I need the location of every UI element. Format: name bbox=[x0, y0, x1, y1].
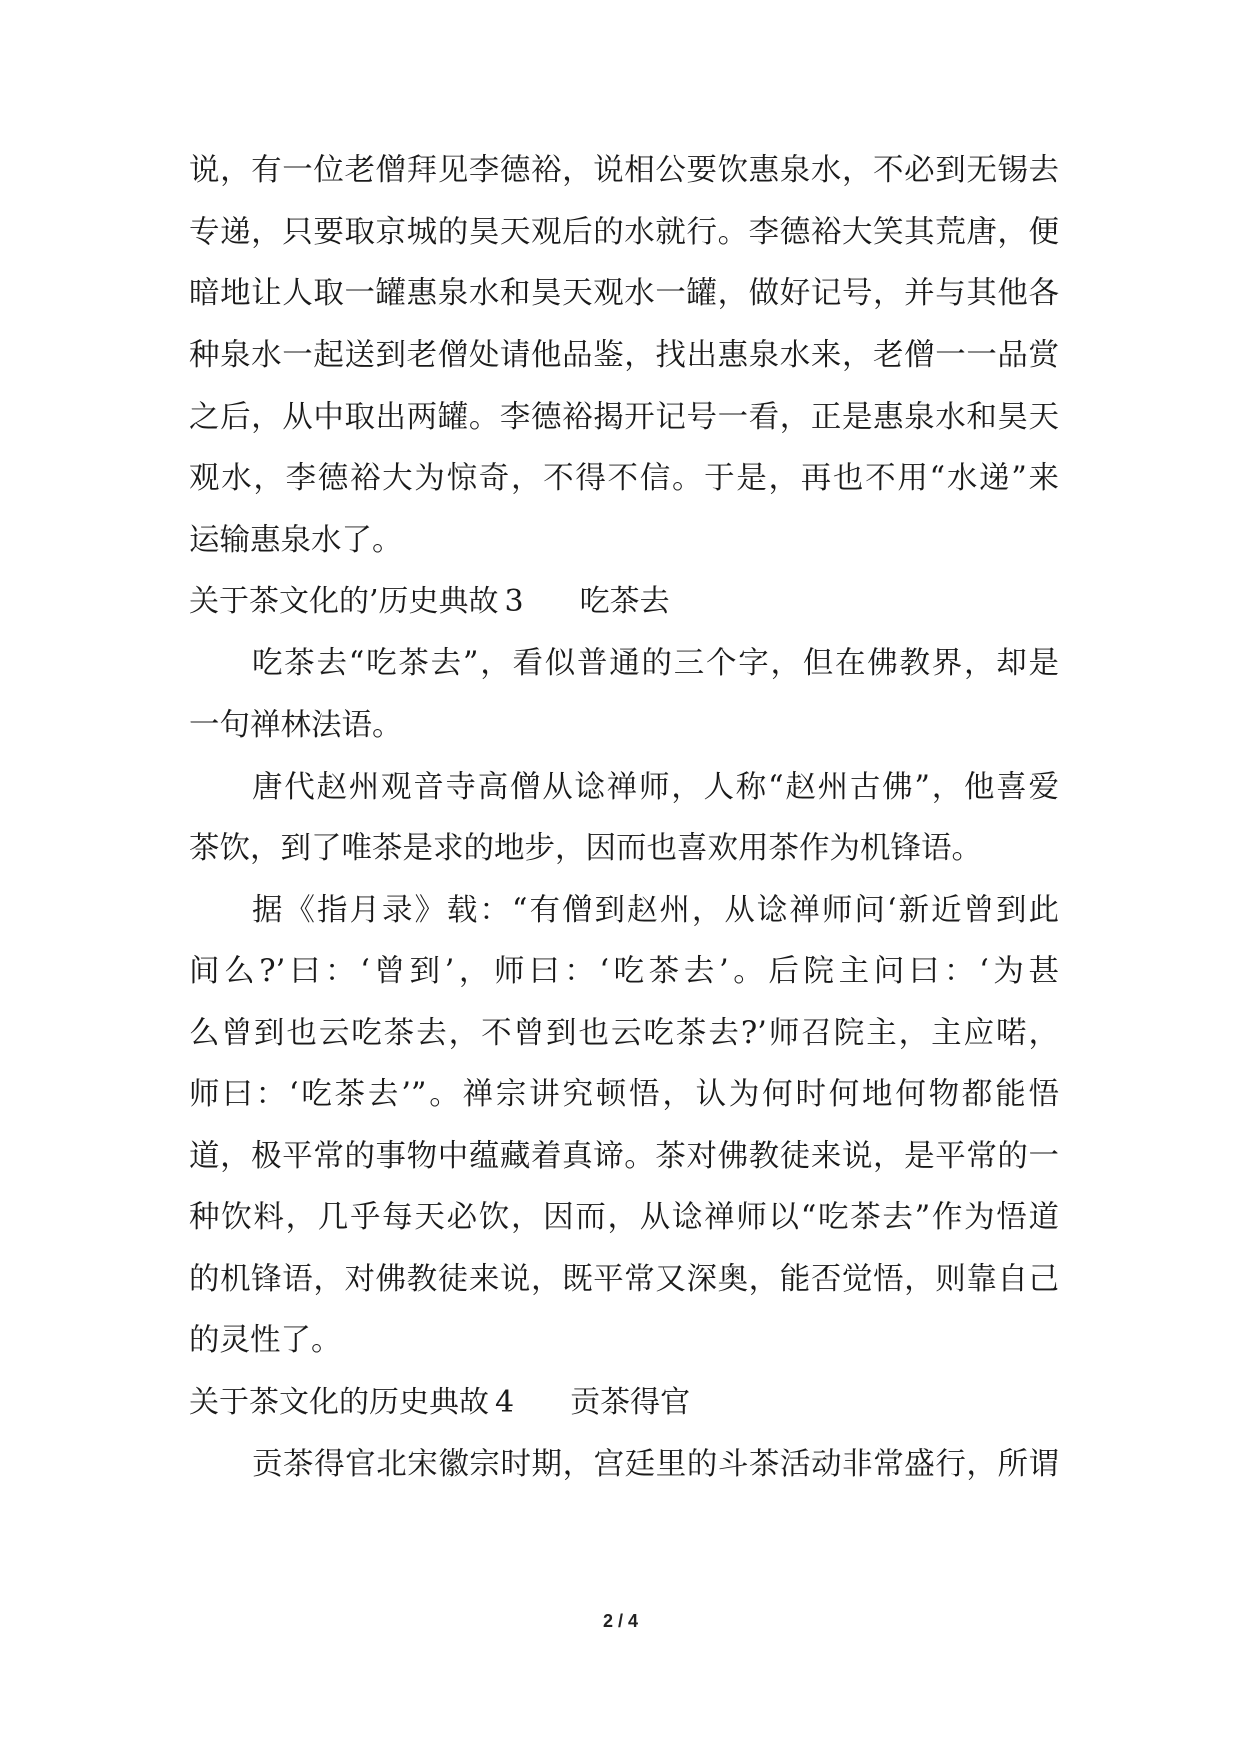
heading-subtitle: 吃茶去 bbox=[579, 584, 670, 619]
paragraph-line: 道，极平常的事物中蕴藏着真谛。茶对佛教徒来说，是平常的一 bbox=[189, 1139, 1059, 1174]
heading-title: 关于茶文化的’历史典故 bbox=[189, 584, 499, 619]
paragraph-line: 据《指月录》载：“有僧到赵州，从谂禅师问‘新近曾到此 bbox=[252, 893, 1059, 928]
paragraph-line: 种泉水一起送到老僧处请他品鉴，找出惠泉水来，老僧一一品赏 bbox=[189, 338, 1059, 373]
paragraph-line: 么曾到也云吃茶去，不曾到也云吃茶去?’师召院主，主应喏， bbox=[189, 1016, 1059, 1051]
page-number: 2 / 4 bbox=[602, 1611, 639, 1631]
heading-subtitle: 贡茶得官 bbox=[570, 1385, 691, 1420]
paragraph-line: 专递，只要取京城的昊天观后的水就行。李德裕大笑其荒唐，便 bbox=[189, 215, 1059, 250]
paragraph-line: 种饮料，几乎每天必饮，因而，从谂禅师以“吃茶去”作为悟道 bbox=[189, 1200, 1059, 1235]
heading-number: 3 bbox=[504, 584, 524, 619]
paragraph-line: 之后，从中取出两罐。李德裕揭开记号一看，正是惠泉水和昊天 bbox=[189, 400, 1059, 435]
section-heading bbox=[189, 1383, 690, 1423]
paragraph-line: 的灵性了。 bbox=[189, 1323, 342, 1358]
paragraph-line: 观水，李德裕大为惊奇，不得不信。于是，再也不用“水递”来 bbox=[189, 461, 1059, 496]
paragraph-line: 运输惠泉水了。 bbox=[189, 523, 403, 558]
paragraph-line: 暗地让人取一罐惠泉水和昊天观水一罐，做好记号，并与其他各 bbox=[189, 276, 1059, 311]
paragraph-line: 的机锋语，对佛教徒来说，既平常又深奥，能否觉悟，则靠自己 bbox=[189, 1262, 1059, 1297]
section-heading bbox=[189, 582, 670, 622]
paragraph-line: 间么?’曰：‘曾到’，师曰：‘吃茶去’。后院主问曰：‘为甚 bbox=[189, 954, 1059, 989]
paragraph-line: 唐代赵州观音寺高僧从谂禅师，人称“赵州古佛”，他喜爱 bbox=[252, 770, 1059, 805]
paragraph-line: 师曰：‘吃茶去’”。禅宗讲究顿悟，认为何时何地何物都能悟 bbox=[189, 1077, 1059, 1112]
paragraph-line: 茶饮，到了唯茶是求的地步，因而也喜欢用茶作为机锋语。 bbox=[189, 831, 982, 866]
heading-number: 4 bbox=[495, 1385, 515, 1420]
paragraph-line: 贡茶得官北宋徽宗时期，宫廷里的斗茶活动非常盛行，所谓 bbox=[252, 1447, 1059, 1482]
heading-title: 关于茶文化的历史典故 bbox=[189, 1385, 489, 1420]
paragraph-line: 说，有一位老僧拜见李德裕，说相公要饮惠泉水，不必到无锡去 bbox=[189, 153, 1059, 188]
paragraph-line: 吃茶去“吃茶去”，看似普通的三个字，但在佛教界，却是 bbox=[252, 646, 1059, 681]
paragraph-line: 一句禅林法语。 bbox=[189, 708, 403, 743]
